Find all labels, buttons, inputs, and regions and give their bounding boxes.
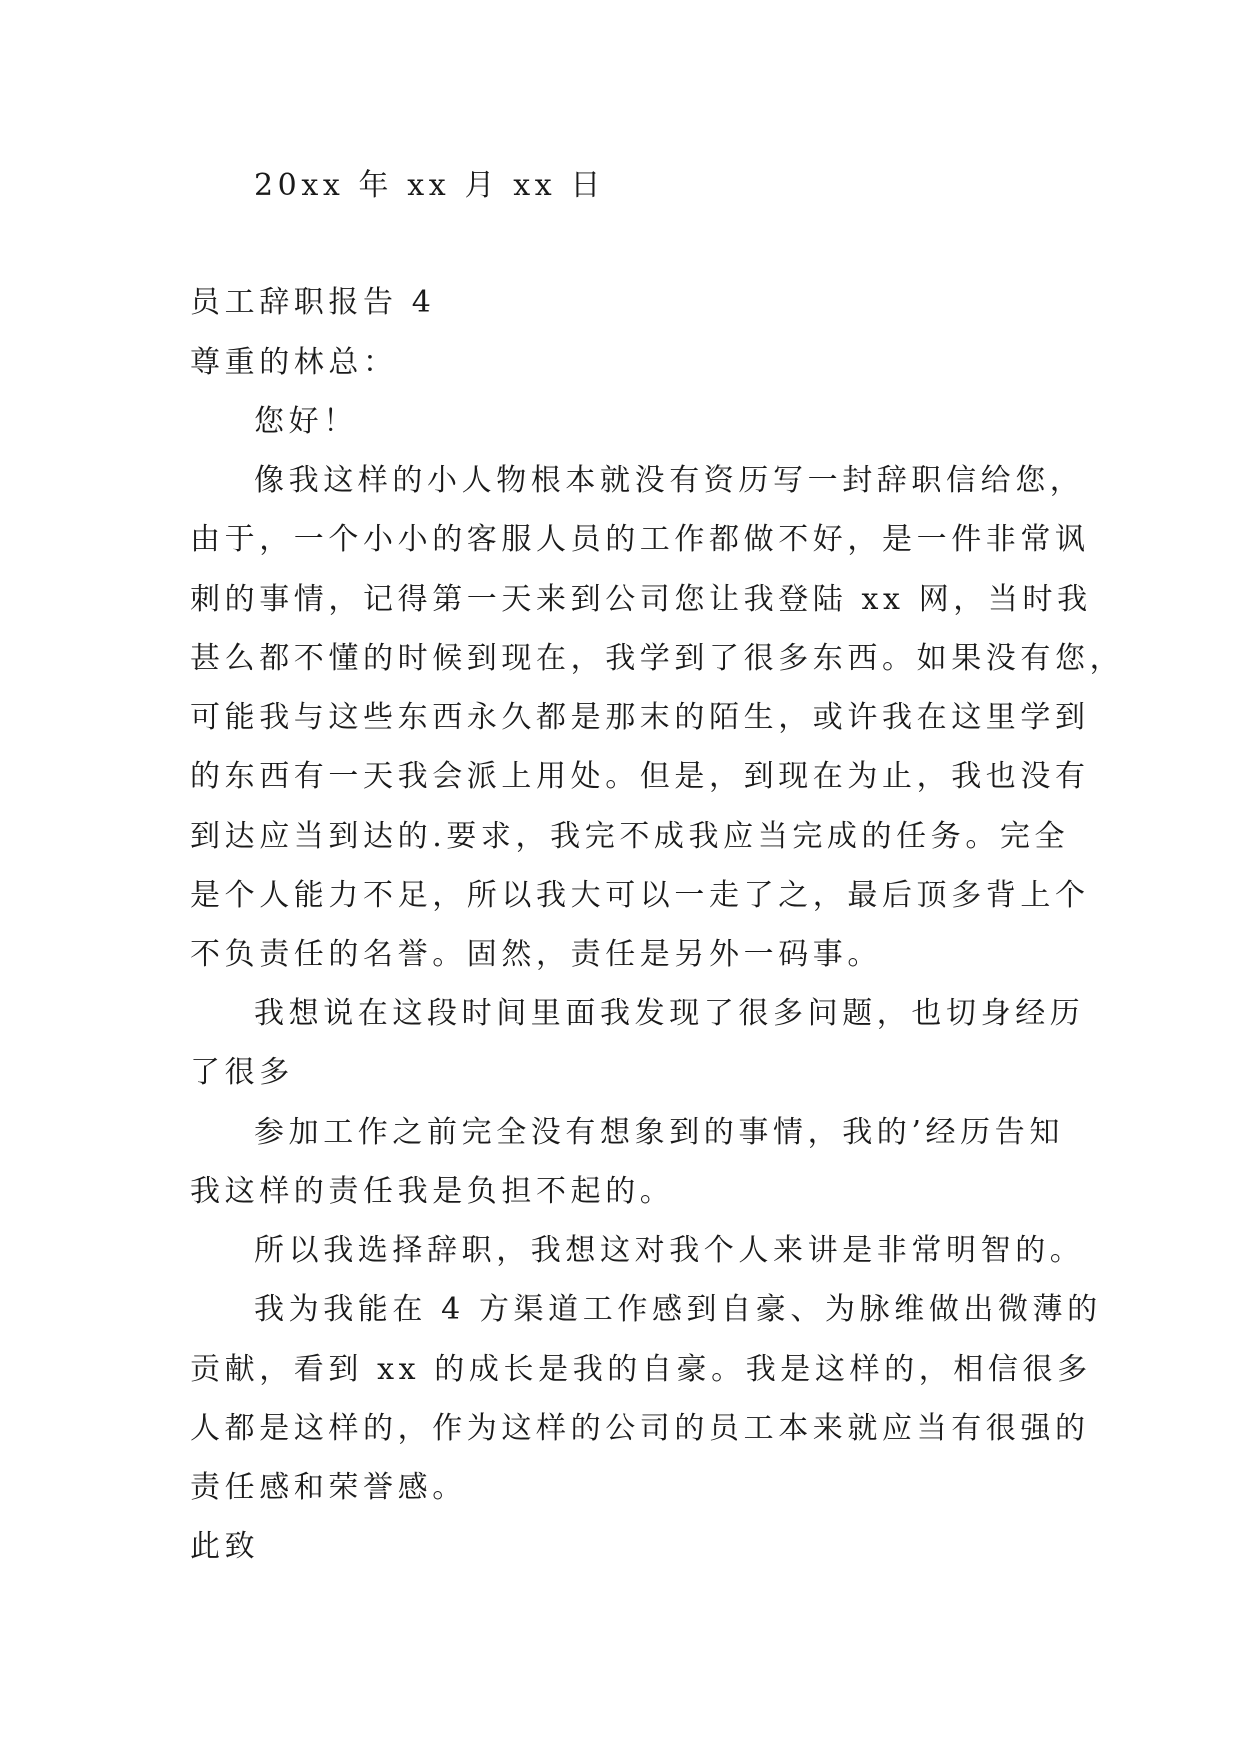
paragraph-line: 我想说在这段时间里面我发现了很多问题，也切身经历 xyxy=(254,996,1085,1031)
paragraph-line: 人都是这样的，作为这样的公司的员工本来就应当有很强的 xyxy=(190,1411,1090,1446)
paragraph-line: 所以我选择辞职，我想这对我个人来讲是非常明智的。 xyxy=(254,1233,1085,1268)
document-title: 员工辞职报告 4 xyxy=(190,285,436,320)
paragraph-line: 参加工作之前完全没有想象到的事情，我的’经历告知 xyxy=(254,1115,1064,1150)
paragraph-line: 的东西有一天我会派上用处。但是，到现在为止，我也没有 xyxy=(190,759,1090,794)
paragraph-line: 不负责任的名誉。固然，责任是另外一码事。 xyxy=(190,937,882,972)
closing: 此致 xyxy=(190,1529,260,1564)
paragraph-line: 甚么都不懂的时候到现在，我学到了很多东西。如果没有您， xyxy=(190,641,1125,676)
paragraph-line: 贡献，看到 xx 的成长是我的自豪。我是这样的，相信很多 xyxy=(190,1352,1092,1387)
paragraph-line: 我为我能在 4 方渠道工作感到自豪、为脉维做出微薄的 xyxy=(254,1292,1102,1327)
paragraph-line: 到达应当到达的.要求，我完不成我应当完成的任务。完全 xyxy=(190,819,1070,854)
letter-date: 20xx 年 xx 月 xx 日 xyxy=(254,168,605,203)
paragraph-line: 像我这样的小人物根本就没有资历写一封辞职信给您， xyxy=(254,463,1085,498)
paragraph-line: 我这样的责任我是负担不起的。 xyxy=(190,1174,675,1209)
paragraph-line: 是个人能力不足，所以我大可以一走了之，最后顶多背上个 xyxy=(190,878,1090,913)
paragraph-line: 了很多 xyxy=(190,1055,294,1090)
paragraph-line: 由于，一个小小的客服人员的工作都做不好，是一件非常讽 xyxy=(190,522,1090,557)
greeting: 您好！ xyxy=(254,404,358,439)
salutation: 尊重的林总： xyxy=(190,345,398,380)
paragraph-line: 可能我与这些东西永久都是那末的陌生，或许我在这里学到 xyxy=(190,700,1090,735)
paragraph-line: 责任感和荣誉感。 xyxy=(190,1470,467,1505)
paragraph-line: 刺的事情，记得第一天来到公司您让我登陆 xx 网，当时我 xyxy=(190,582,1092,617)
